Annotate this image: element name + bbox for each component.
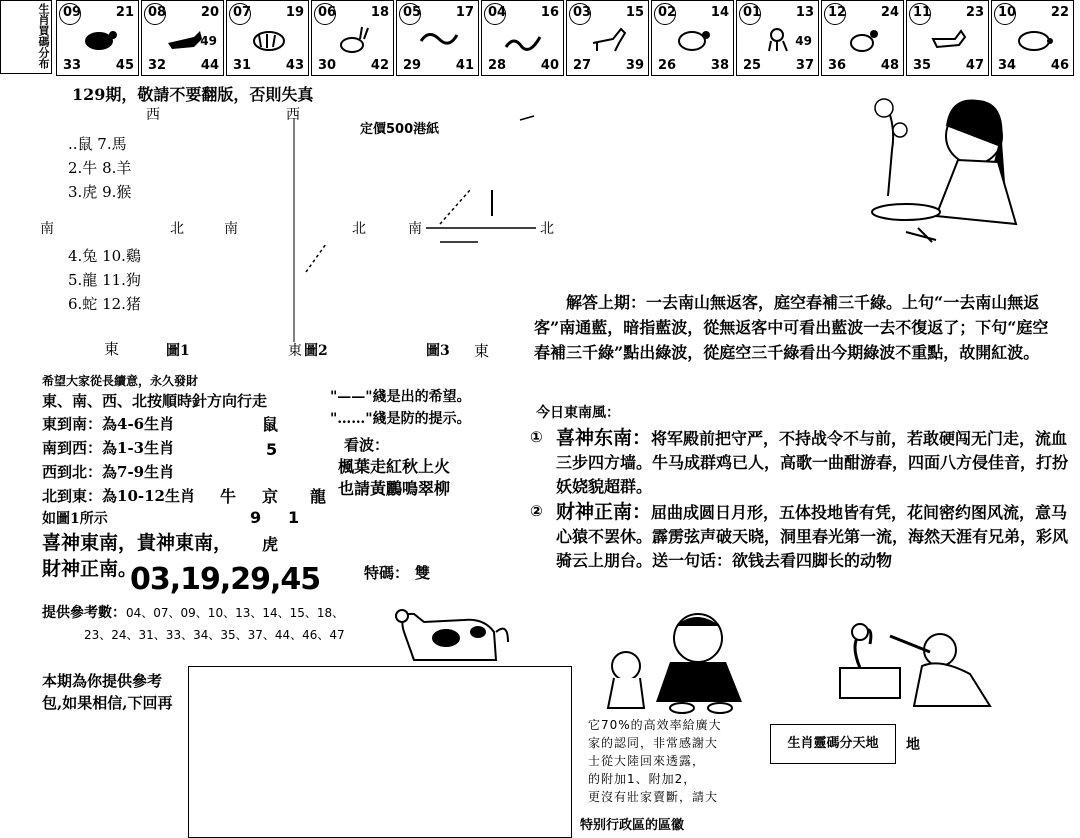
circle-two-icon: ② [530,502,543,520]
god-line-1: 喜神東南，貴神東南， [42,532,233,554]
cell-number: 38 [710,58,729,73]
figure-3-label: 圖3 [426,343,450,359]
zodiac-code-box-side: 地 [906,737,920,753]
dotted-hint-line [440,190,470,224]
east-label-1: 東 [104,340,120,358]
cell-number: 47 [965,58,984,73]
cell-number: 16 [540,5,559,20]
cell-number: 11 [913,5,932,20]
wind-item-2-head: 财神正南： [556,501,652,523]
cell-number: 19 [285,5,304,20]
special-code-value: 雙 [415,564,431,582]
grid-nine: 9 [250,508,262,527]
cell-number: 44 [200,58,219,73]
grid-five: 5 [266,440,278,459]
cow-cartoon [384,602,520,666]
north-label-2: 北 [352,221,366,237]
zodiac-list-item: 2.牛 8.羊 [68,159,132,177]
notice-line: 士從大陸回來透露， [588,754,706,768]
zodiac-list-item: 6.蛇 12.猪 [68,295,141,313]
cell-number: 25 [743,58,762,73]
cell-number: 37 [795,58,814,73]
boy-and-dog-cartoon [596,608,756,716]
cell-number: 40 [540,58,559,73]
bottom-text-1: 本期為你提供參考 [42,672,163,690]
notice-line: 它70%的高效率給廣大 [588,718,722,732]
legend-solid: "——"綫是出的希望。 [330,389,471,405]
blank-panel [188,666,572,838]
grid-dragon: 龍 [310,487,327,506]
cell-number: 21 [115,5,134,20]
cell-number: 24 [880,5,899,20]
hope-text: 希望大家從長續意，永久發財 [42,374,199,388]
cell-number: 23 [965,5,984,20]
west-label-1: 西 [146,107,160,123]
rule-row: 西到北：為7-9生肖 [42,463,175,481]
grid-rat: 鼠 [262,415,279,434]
zodiac-code-box: 生肖靈碼分天地 [770,724,896,764]
cell-number: 35 [913,58,932,73]
cell-number: 03 [573,5,592,20]
cell-number: 34 [998,58,1017,73]
cell-number: 20 [200,5,219,20]
grid-one: 1 [288,508,300,527]
cell-number: 09 [63,5,82,20]
cell-number: 26 [658,58,677,73]
zodiac-list-item: 5.龍 11.狗 [68,271,141,289]
cell-number: 45 [115,58,134,73]
rule-row: 東到南：為4-6生肖 [42,415,175,433]
cell-number: 39 [625,58,644,73]
cell-number: 04 [488,5,507,20]
reference-numbers-row1: 提供參考數：04、07、09、10、13、14、15、18、 [42,605,345,621]
wind-item-1-body: 将军殿前把守严，不持战令不与前，若敢硬闯无门走，流血三步四方墙。牛马成群鸡已人，高歌一曲酣游春，四面八方侵佳音，打扮妖娆貌超群。 [556,429,1069,496]
cell-number: 01 [743,5,762,20]
cell-number: 28 [488,58,507,73]
solid-hope-line [520,116,534,120]
cell-number: 06 [318,5,337,20]
cell-number: 46 [1050,58,1069,73]
cell-number: 02 [658,5,677,20]
cell-number: 30 [318,58,337,73]
cell-number: 13 [795,5,814,20]
cell-number: 05 [403,5,422,20]
cell-number: 29 [403,58,422,73]
cell-extra-number: 49 [795,34,812,48]
line-legend [330,386,471,430]
poem-line-1: 楓葉走紅秋上火 [338,457,451,476]
east-label-3: 東 [474,342,490,360]
cell-number: 48 [880,58,899,73]
as-figure-text: 如圖1所示 [42,511,108,527]
cell-number: 42 [370,58,389,73]
rules-list [42,412,195,508]
wind-item-2 [556,500,1068,573]
north-label-1: 北 [170,221,184,237]
south-label-2: 南 [224,221,238,237]
issue-warning: 129期，敬請不要翻版，否則失真 [72,85,314,104]
cell-number: 15 [625,5,644,20]
figure-1-label: 圖1 [166,343,190,359]
notice-line: 更沒有壯家賣斷，請大 [588,790,719,804]
zodiac-list-item: 4.兔 10.鷄 [68,247,141,265]
zodiac-list-item: ..鼠 7.馬 [68,135,127,153]
cell-extra-number: 49 [200,34,217,48]
snake-charmer-cartoon [830,614,1000,710]
cell-number: 07 [233,5,252,20]
cell-number: 31 [233,58,252,73]
cell-number: 32 [148,58,167,73]
grid-ox: 牛 [220,487,237,506]
poem-title: 看波： [344,436,390,454]
featured-numbers: 03,19,29,45 [130,562,321,597]
previous-answer: 解答上期：一去南山無返客，庭空春補三千綠。上句“一去南山無返客”南通藍，暗指藍波，從無返客中可看出藍波一去不復返了；下句“庭空春補三千綠”點出綠波，從庭空三千綠看出今期綠波不重點，故開紅波。 [534,293,1049,362]
cell-number: 33 [63,58,82,73]
strip-side-label: 生肖買碼分布 [0,0,52,74]
north-label-3: 北 [540,221,554,237]
direction-text: 東、南、西、北按順時針方向行走 [42,392,268,410]
figure-2-label: 圖2 [304,343,328,359]
legend-dotted: "……"綫是防的提示。 [330,411,471,427]
wind-item-2-body: 屈曲成圆日月形，五体投地皆有凭，花间密约图风流，意马心猿不罢休。霹雳弦声破天晓，洞里春光第一流，海然天涯有兄弟，彩风骑云上朋台。送一句话：欲钱去看四脚长的动物 [556,503,1069,570]
rule-row: 南到西：為1-3生肖 [42,439,175,457]
bottom-text-2: 包,如果相信,下回再 [42,694,173,712]
zodiac-list-item: 3.虎 9.猴 [68,183,132,201]
cell-number: 17 [455,5,474,20]
cell-number: 14 [710,5,729,20]
south-label-1: 南 [40,221,54,237]
today-wind-title: 今日東南風： [536,405,620,421]
cell-number: 12 [828,5,847,20]
girl-with-plant-cartoon [866,96,1036,246]
cell-number: 36 [828,58,847,73]
wind-item-1-head: 喜神东南： [556,427,652,449]
reference-numbers-row2: 23、24、31、33、34、35、37、44、46、47 [84,628,345,642]
wind-item-1 [556,426,1068,499]
notice-block [588,716,722,806]
notice-line: 家的認同，非常感謝大 [588,736,719,750]
west-label-2: 西 [286,107,300,123]
south-label-3: 南 [408,221,422,237]
dotted-hint-line [306,244,326,272]
cell-number: 18 [370,5,389,20]
cell-number: 41 [455,58,474,73]
cell-number: 08 [148,5,167,20]
price-label: 定價500港紙 [360,122,440,137]
notice-line: 的附加1、附加2， [588,772,697,786]
region-emblem-text: 特别行政區的區徽 [580,818,685,833]
east-label-2: 東 [288,343,302,359]
cell-number: 43 [285,58,304,73]
cell-number: 27 [573,58,592,73]
circle-one-icon: ① [530,428,543,446]
cell-number: 22 [1050,5,1069,20]
grid-tiger: 虎 [262,535,279,554]
cell-number: 10 [998,5,1017,20]
rule-row: 北到東：為10-12生肖 [42,487,195,505]
special-code-label: 特碼： 雙 [364,564,431,582]
grid-jing: 京 [262,487,279,506]
god-line-2: 財神正南。 [42,558,138,580]
poem-line-2: 也請黃鸝鳴翠柳 [338,479,451,498]
